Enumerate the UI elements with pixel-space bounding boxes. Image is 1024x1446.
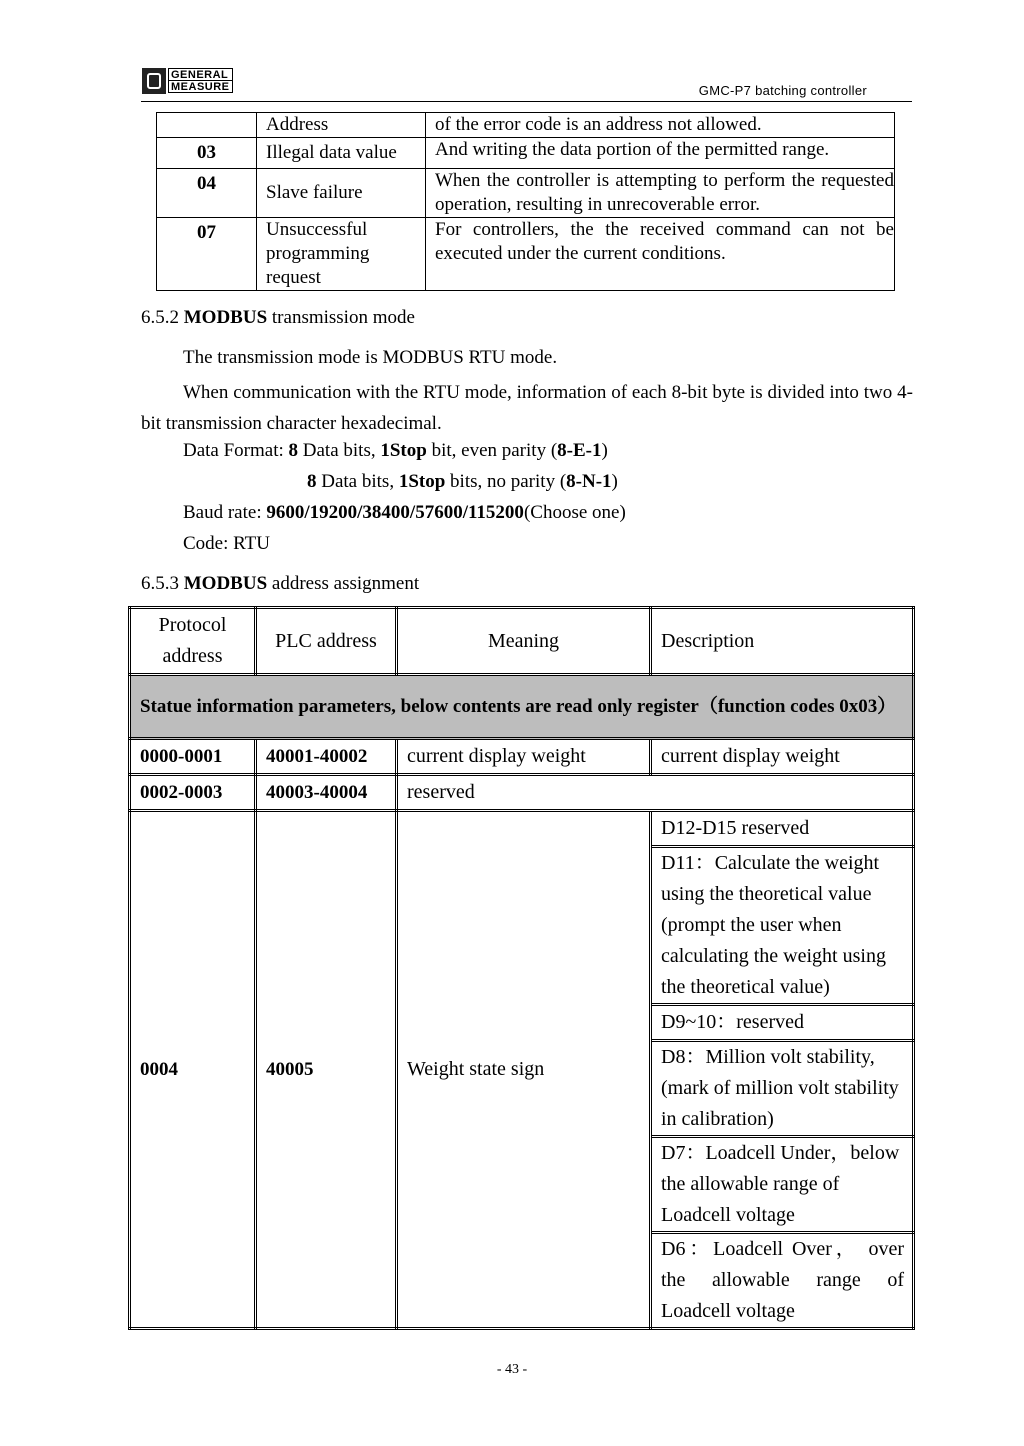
meaning-cell: current display weight xyxy=(397,739,651,775)
company-logo xyxy=(142,68,236,94)
section-band-text: Statue information parameters, below contents are read only register（function codes 0x03） xyxy=(130,675,914,739)
fmt-text: bit, even parity ( xyxy=(426,440,558,461)
bit-description-cell: D12-D15 reserved xyxy=(651,811,914,847)
fmt-text: Data bits, xyxy=(316,471,399,492)
meaning-cell: Weight state sign xyxy=(397,811,651,1329)
error-row xyxy=(157,138,895,169)
page-number: - 43 - xyxy=(496,1362,528,1377)
section-number: 6.5.2 xyxy=(141,307,184,328)
fmt-text: ) xyxy=(601,440,608,461)
header-protocol-address: Protocol address xyxy=(130,608,256,675)
protocol-address-cell: 0000-0001 xyxy=(130,739,256,775)
error-code: 03 xyxy=(157,138,257,169)
modbus-address-table xyxy=(128,606,915,1330)
section-number: 6.5.3 xyxy=(141,573,184,594)
fmt-bits: 8 xyxy=(307,471,317,492)
error-description: And writing the data portion of the permitted range. xyxy=(426,138,895,169)
section-heading-6-5-3 xyxy=(141,572,419,596)
logo-mark-icon xyxy=(142,68,166,94)
plc-address-cell: 40003-40004 xyxy=(256,775,397,811)
code-line: Code: RTU xyxy=(183,533,270,554)
table-row xyxy=(130,775,914,811)
plc-address-cell: 40001-40002 xyxy=(256,739,397,775)
bit-description-cell: D7：Loadcell Under，below the allowable range of Loadcell voltage xyxy=(651,1137,914,1233)
fmt-bits: 8 xyxy=(288,440,299,461)
description-cell: current display weight xyxy=(651,739,914,775)
baud-rate-line xyxy=(183,501,626,525)
fmt-text: ) xyxy=(611,471,618,492)
section-keyword: MODBUS xyxy=(183,573,268,594)
error-description: For controllers, the the received command can not be executed under the current conditions. xyxy=(426,218,895,291)
fmt-code: 8-E-1 xyxy=(557,440,602,461)
section-heading-6-5-2 xyxy=(141,306,415,330)
paragraph-mode: The transmission mode is MODBUS RTU mode. xyxy=(183,347,558,368)
error-name: Unsuccessful programming request xyxy=(257,218,426,291)
meaning-cell: reserved xyxy=(397,775,914,811)
section-keyword: MODBUS xyxy=(183,307,268,328)
fmt-stop: 1Stop xyxy=(398,471,446,492)
header-divider xyxy=(141,101,912,102)
error-name: Illegal data value xyxy=(257,138,426,169)
baud-rate-label: Baud rate: xyxy=(183,502,267,523)
plc-address-cell: 40005 xyxy=(256,811,397,1329)
error-description: of the error code is an address not allowed. xyxy=(426,113,895,138)
bit-description-cell: D6：Loadcell Over， over the allowable range of Loadcell voltage xyxy=(651,1233,914,1329)
error-row xyxy=(157,113,895,138)
data-format-line-1 xyxy=(183,439,608,463)
error-code xyxy=(157,113,257,138)
table-row xyxy=(130,811,914,847)
error-name: Slave failure xyxy=(257,169,426,218)
table-header-row xyxy=(130,608,914,675)
baud-rate-values: 9600/19200/38400/57600/115200 xyxy=(266,502,524,523)
logo-text xyxy=(168,68,233,93)
data-format-line-2 xyxy=(307,470,618,494)
error-row xyxy=(157,218,895,291)
bit-description-cell: D8：Million volt stability, (mark of million volt stability in calibration) xyxy=(651,1041,914,1137)
fmt-code: 8-N-1 xyxy=(566,471,612,492)
error-code: 04 xyxy=(157,169,257,218)
header-description: Description xyxy=(651,608,914,675)
bit-description-cell: D11：Calculate the weight using the theoretical value (prompt the user when calculating the weight using the theoretical value) xyxy=(651,847,914,1005)
section-title: transmission mode xyxy=(267,307,415,328)
logo-line-2: MEASURE xyxy=(168,81,233,93)
error-code-table xyxy=(156,112,895,291)
fmt-stop: 1Stop xyxy=(380,440,427,461)
data-format-label: Data Format: xyxy=(183,440,289,461)
protocol-address-cell: 0004 xyxy=(130,811,256,1329)
error-row xyxy=(157,169,895,218)
paragraph-rtu: When communication with the RTU mode, information of each 8-bit byte is divided into two 4-bit transmission character hexadecimal. xyxy=(141,382,913,434)
header-meaning: Meaning xyxy=(397,608,651,675)
section-title: address assignment xyxy=(267,573,420,594)
fmt-text: bits, no parity ( xyxy=(445,471,567,492)
error-description: When the controller is attempting to perform the requested operation, resulting in unrecoverable error. xyxy=(426,169,895,218)
table-row xyxy=(130,739,914,775)
table-section-band xyxy=(130,675,914,739)
error-name: Address xyxy=(257,113,426,138)
bit-description-cell: D9~10：reserved xyxy=(651,1005,914,1041)
error-code: 07 xyxy=(157,218,257,291)
baud-rate-note: (Choose one) xyxy=(523,502,626,523)
header-plc-address: PLC address xyxy=(256,608,397,675)
fmt-text: Data bits, xyxy=(298,440,381,461)
document-title: GMC-P7 batching controller xyxy=(698,83,867,98)
logo-line-1: GENERAL xyxy=(168,68,233,81)
protocol-address-cell: 0002-0003 xyxy=(130,775,256,811)
